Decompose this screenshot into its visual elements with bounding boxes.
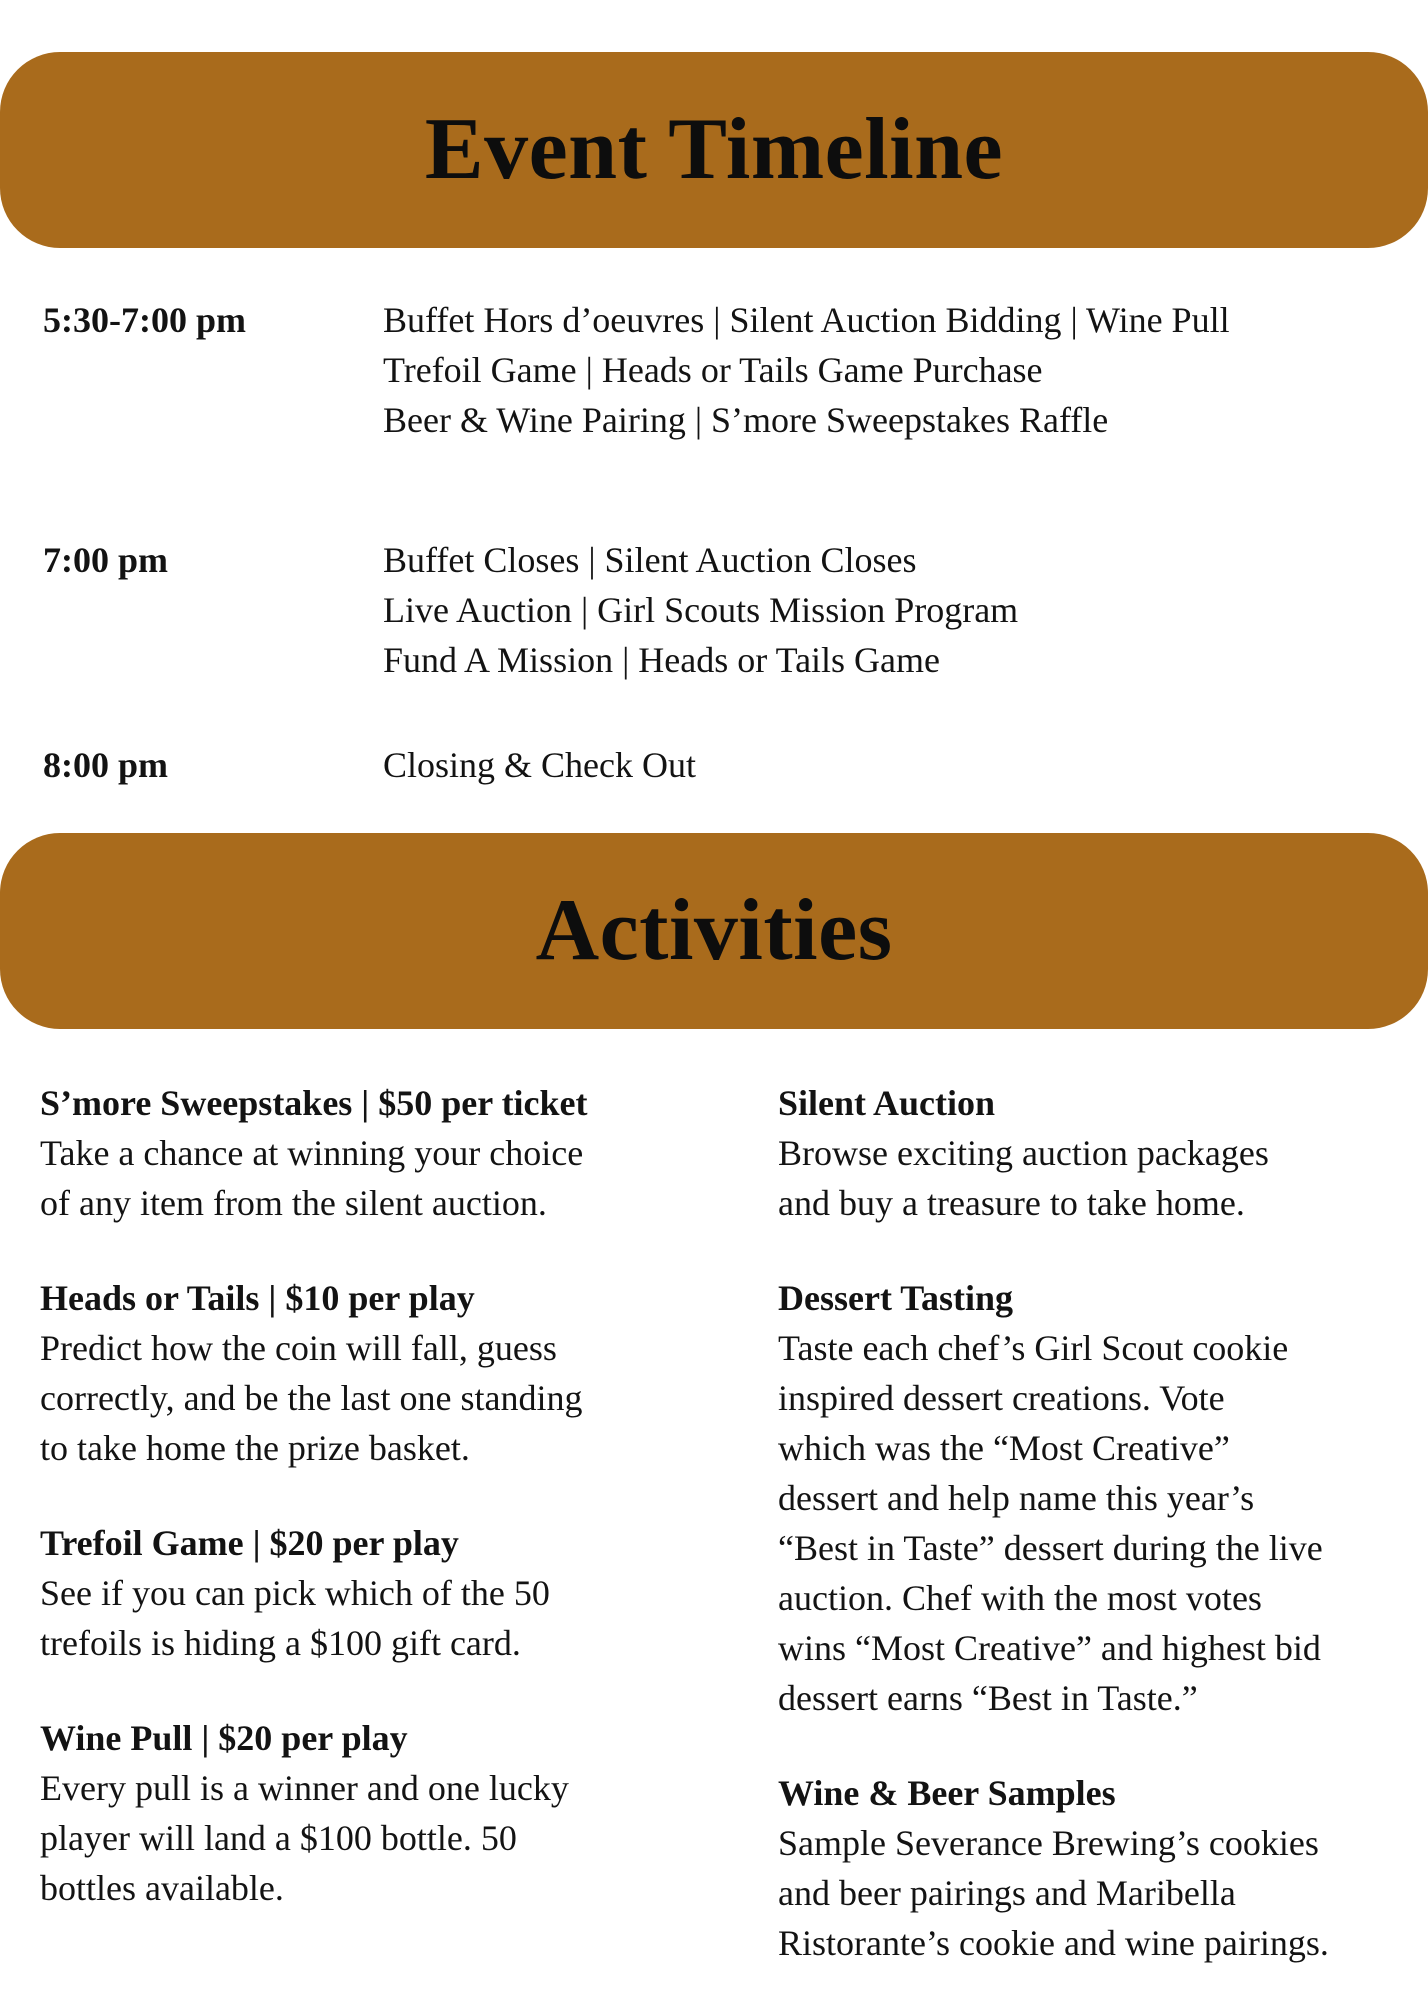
activity-body-line: and beer pairings and Maribella bbox=[778, 1873, 1236, 1913]
timeline-row-2 bbox=[0, 535, 1018, 685]
activities-left-column bbox=[40, 1078, 730, 1958]
activity-body-line: “Best in Taste” dessert during the live bbox=[778, 1528, 1323, 1568]
timeline-line: Fund A Mission | Heads or Tails Game bbox=[383, 640, 941, 680]
activity-wine-pull bbox=[40, 1713, 730, 1913]
activity-silent-auction bbox=[778, 1078, 1423, 1228]
activity-body-line: Every pull is a winner and one lucky bbox=[40, 1768, 569, 1808]
activity-body-line: which was the “Most Creative” bbox=[778, 1428, 1230, 1468]
activity-heading: Heads or Tails | $10 per play bbox=[40, 1278, 475, 1318]
activity-body-line: Take a chance at winning your choice bbox=[40, 1133, 584, 1173]
timeline-time-3: 8:00 pm bbox=[43, 745, 168, 785]
activity-heading: Trefoil Game | $20 per play bbox=[40, 1523, 459, 1563]
activity-body-line: See if you can pick which of the 50 bbox=[40, 1573, 550, 1613]
activity-dessert-tasting bbox=[778, 1273, 1423, 1723]
activity-trefoil-game bbox=[40, 1518, 730, 1668]
timeline-line: Trefoil Game | Heads or Tails Game Purchase bbox=[383, 350, 1043, 390]
event-timeline-banner bbox=[0, 52, 1428, 248]
activity-body-line: to take home the prize basket. bbox=[40, 1428, 470, 1468]
activity-heading: Dessert Tasting bbox=[778, 1278, 1014, 1318]
timeline-description-1 bbox=[383, 295, 1230, 445]
activity-body-line: bottles available. bbox=[40, 1868, 284, 1908]
activity-body-line: Sample Severance Brewing’s cookies bbox=[778, 1823, 1319, 1863]
activity-body-line: wins “Most Creative” and highest bid bbox=[778, 1628, 1321, 1668]
timeline-line: Closing & Check Out bbox=[383, 745, 696, 785]
event-timeline-title: Event Timeline bbox=[424, 101, 1004, 198]
activity-body-line: correctly, and be the last one standing bbox=[40, 1378, 583, 1418]
activity-smore-sweepstakes bbox=[40, 1078, 730, 1228]
timeline-time-2: 7:00 pm bbox=[43, 540, 168, 580]
activity-body-line: Browse exciting auction packages bbox=[778, 1133, 1269, 1173]
activity-heads-or-tails bbox=[40, 1273, 730, 1473]
activity-wine-beer-samples bbox=[778, 1768, 1423, 1968]
activity-body-line: and buy a treasure to take home. bbox=[778, 1183, 1245, 1223]
activity-heading: Wine & Beer Samples bbox=[778, 1773, 1116, 1813]
activity-body-line: dessert earns “Best in Taste.” bbox=[778, 1678, 1198, 1718]
activity-body-line: dessert and help name this year’s bbox=[778, 1478, 1255, 1518]
timeline-description-3 bbox=[383, 740, 696, 790]
timeline-time-1: 5:30-7:00 pm bbox=[43, 300, 246, 340]
timeline-row-1 bbox=[0, 295, 1230, 445]
activity-body-line: trefoils is hiding a $100 gift card. bbox=[40, 1623, 521, 1663]
timeline-line: Live Auction | Girl Scouts Mission Program bbox=[383, 590, 1019, 630]
activity-body-line: Predict how the coin will fall, guess bbox=[40, 1328, 557, 1368]
timeline-line: Buffet Closes | Silent Auction Closes bbox=[383, 540, 917, 580]
activities-title: Activities bbox=[535, 882, 893, 979]
activity-body-line: inspired dessert creations. Vote bbox=[778, 1378, 1225, 1418]
activity-body-line: Taste each chef’s Girl Scout cookie bbox=[778, 1328, 1289, 1368]
activities-banner bbox=[0, 833, 1428, 1029]
timeline-row-3 bbox=[0, 740, 696, 790]
activity-body-line: player will land a $100 bottle. 50 bbox=[40, 1818, 517, 1858]
activity-heading: Silent Auction bbox=[778, 1083, 996, 1123]
timeline-description-2 bbox=[383, 535, 1018, 685]
activity-heading: Wine Pull | $20 per play bbox=[40, 1718, 408, 1758]
activity-body-line: auction. Chef with the most votes bbox=[778, 1578, 1262, 1618]
activity-body-line: Ristorante’s cookie and wine pairings. bbox=[778, 1923, 1329, 1963]
activity-body-line: of any item from the silent auction. bbox=[40, 1183, 547, 1223]
activities-right-column bbox=[778, 1078, 1423, 2000]
activity-heading: S’more Sweepstakes | $50 per ticket bbox=[40, 1083, 588, 1123]
timeline-line: Beer & Wine Pairing | S’more Sweepstakes Raffle bbox=[383, 400, 1109, 440]
timeline-line: Buffet Hors d’oeuvres | Silent Auction Bidding | Wine Pull bbox=[383, 300, 1230, 340]
